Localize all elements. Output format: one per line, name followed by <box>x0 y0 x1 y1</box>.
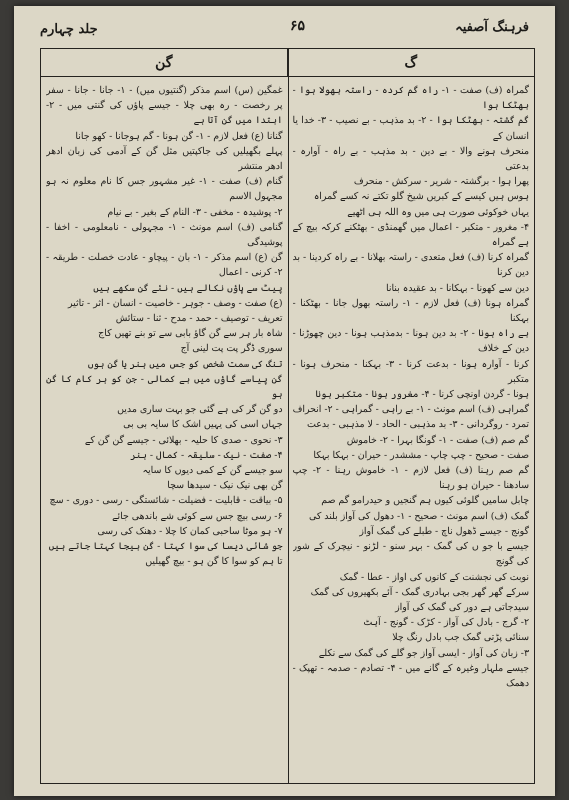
dictionary-title: فرہنگ آصفیہ <box>455 20 529 35</box>
running-header <box>40 16 529 42</box>
right-column-entry: گم صم رہنا (ف) فعل لازم - ۱- خاموش رہنا - ۲- چپ سادھنا - حیران ہو رہنا <box>292 465 529 492</box>
right-column-entry: سیدجاتی ہے دور کی گمک کی آواز <box>395 601 529 613</box>
left-column-entry: گن (ع) اسم مذکر - ۱- بان - پیچاو - عادت خصلت - طریقہ - ۲- کرنی - اعمال <box>46 252 283 279</box>
right-column-entry: بے راہ ہونا - ۲- بد دین ہونا - بدمذہب ہونا - دین چھوڑنا - دین کے خلاف <box>292 328 529 355</box>
right-column-entry: ۲- گرج - بادل کی آواز - کڑک - گونج - آہٹ <box>363 617 529 629</box>
right-column-entry: سرکے گھر گھر بجی بہادری گمک - آئے بکھیروں کی گمک <box>310 586 529 598</box>
page-frame <box>40 48 535 784</box>
right-column-entry: ۳- زبان کی آواز - ایسی آواز جو گلے کی گمک سے نکلے <box>318 647 529 659</box>
right-column-entry: گمک (ف) اسم مونث - صحیح - ۱- دھول کی آواز بلند کی <box>309 510 529 522</box>
left-column-entry: گنانا (ع) فعل لازم - ۱- گن ہونا - گم ہوجانا - کھو جانا <box>75 130 283 142</box>
right-column-heading: گ <box>288 49 535 77</box>
right-column-entry: یہاں خوکوئی صورت ہی میں وہ اللہ ہی اٹھیے <box>347 206 529 218</box>
left-column-entry: گنام (ف) صفت - ۱- غیر مشہور جس کا نام معلوم نہ ہو مجہول الاسم <box>46 176 283 203</box>
left-column-entry: گنامی (ف) اسم مونث - ۱- مجہولی - نامعلومی - اخفا - پوشیدگی <box>46 221 283 249</box>
left-column-entry: دو گن گر کی ہے گئی جو بہت ساری مدیں <box>117 404 283 416</box>
right-column-entry: سنائی پڑتی گمک جب بادل رنگ چلا <box>392 632 529 644</box>
left-column-entry: گن پیاسے گاؤں میں بے کمالی - جن کو ہر کام کا گن ہو <box>46 373 283 401</box>
left-column-entry: تنگ کی سمت شخص کو جس میں ہنر یا گن ہوں <box>87 358 283 370</box>
left-column-entry: ۵- بیاقت - قابلیت - فضیلت - شائستگی - رسی - دوری - سچ <box>49 495 283 507</box>
left-column-entry: سوری ڈگر پت پت لینی آج <box>180 343 283 355</box>
left-column-entry: جو شائی دیسا کی سوا کہتا - گن بیجا کہتا جاتے ہیں <box>48 541 283 553</box>
left-column-entry: ۲- پوشیدہ - مخفی - ۳- النام کے بغیر - بے نیام <box>107 206 283 218</box>
right-column-entry: نوبت کی نجشنت کے کانوں کی اواز - عطا - گمک <box>339 571 529 583</box>
column-divider <box>288 49 289 783</box>
right-column-entry: جیسے ملہار وغیرہ کے گانے میں - ۴- تصادم - صدمہ - تھپک - دھمک <box>292 662 529 689</box>
right-column-entry: گمراہ (ف) صفت - ۱- راہ گم کردہ - راستہ بھولا ہوا - بھٹکا ہوا <box>292 85 529 112</box>
right-column-text <box>293 83 530 777</box>
right-column-entry: گمراہ کرنا (ف) فعل متعدی - راستہ بھلانا - بے راہ کردینا - بد دین کرنا <box>292 252 529 279</box>
left-column-heading: گن <box>41 49 288 77</box>
right-column-entry: گم گشتہ - بھٹکا ہوا - ۲- بد مذہب - بے نصیب - ۳- خدا یا انسان کے <box>292 115 529 142</box>
left-column-entry: جہاں اسی کی یہیں اشک کا سایہ بی بی <box>123 419 283 431</box>
left-column-entry: پہلے بگھیلیں کی جاکپتیں مثل گن کے آدمی کی زبان ادھر ادھر منتشر <box>46 145 283 173</box>
page-number: ۶۵ <box>290 18 306 34</box>
volume-label: جلد چہارم <box>40 22 98 37</box>
right-column-entry: ہونا - گردن اونچی کرنا - ۴- مغرور ہونا - متکبر ہونا <box>315 389 529 401</box>
right-column-entry: چابل سامیں گلوئی کیوں ہم گنجیں و حیدرامو گم صم <box>321 495 529 507</box>
left-column-entry: گن بھی نیک نیک - سیدھا سچا <box>167 480 283 492</box>
right-column-entry: جیسے با جو ں کی گمک - بہر سنو - لڑنو - نیچرک کے شور کی گونج <box>292 541 529 568</box>
right-column-entry: گمراہی (ف) اسم مونث - ۱- بے راہی - گمراہی - ۲- انحراف <box>292 404 529 416</box>
right-column-entry: گمراہ ہونا (ف) فعل لازم - ۱- راستہ بھول جانا - بھٹکنا - بہکنا <box>292 297 529 325</box>
right-column-entry: گونج - جیسے ڈھول ناچ - طبلے کی گمک آواز <box>359 525 529 537</box>
left-column-entry: تا ہم کو سوا کا گن ہو - بیچ گھیلیں <box>145 556 283 568</box>
left-column-entry: پیٹ سے پاؤں نکالے ہیں - نئے گن سکھے ہیں <box>93 282 283 294</box>
right-column-entry: ۴- مغرور - متکبر - اعمال میں گھمنڈی - بھٹکنے کرکہ بیچ کے ہے گمراہ <box>292 221 529 249</box>
left-column-text <box>46 83 283 777</box>
left-column-entry: سو جیسے گن کے کمی دیوں کا سایہ <box>142 465 283 477</box>
right-column-entry: ہوس ہیں کیسے کے کبریں شیخ گلو تکتے نہ کسے گمراہ <box>313 191 529 203</box>
left-column-entry: غمگین (س) اسم مذکر (گنتیوں میں) - ۱- جانا - جانا - سفر پر رخصت - رہ بھی چلا - جیسے پاؤں کی گنتی میں - ۲- ابتدا میں گن آتا ہے <box>46 85 283 127</box>
left-column-entry: (ع) صفت - وصف - جوہر - خاصیت - انسان - اثر - تاثیر <box>68 297 283 309</box>
left-column-entry: ۳- نحوی - صدی کا حلیہ - بھلائی - جیسے گن گن کے <box>84 434 283 446</box>
left-column-entry: ۷- ہو موٹا ساحبی کمان کا چلا - دھنک کی رسی <box>97 525 283 537</box>
left-column-entry: ۶- رسی بیچ جس سے کوئی شے باندھی جائے <box>112 510 283 522</box>
right-column-entry: پھرا ہوا - برگشتہ - شریر - سرکش - منحرف <box>353 176 529 188</box>
right-column-entry: صفت - صحیح - چپ چاپ - مششدر - حیران - بہکا بہکا <box>313 449 529 461</box>
right-column-entry: تمرد - روگردانی - ۳- بد مذہبی - الحاد - لا مذہبی - بدعت <box>307 419 529 431</box>
right-column-entry: منحرف ہونے والا - بے دین - بد مذہب - بے راہ - آوارہ - بدعتی <box>292 145 529 173</box>
left-column-entry: شاہ بار ہر سے گن گاؤ بابی سے تو بنے تھیں کاج <box>98 328 283 340</box>
dictionary-page <box>14 6 555 796</box>
right-column-entry: کرنا - آوارہ ہونا - بدعت کرنا - ۳- بہکنا - منحرف ہونا - متکبر <box>292 358 529 385</box>
left-column-entry: ۴- صفت - نیک - سلیقہ - کمال - ہنر <box>130 449 283 461</box>
right-column-entry: دین سے کھونا - بہکانا - بد عقیدہ بنانا <box>385 282 529 294</box>
left-column-entry: تعریف - توصیف - حمد - مدح - ثنا - ستائش <box>115 313 283 325</box>
right-column-entry: گم صم (ف) صفت - ۱- گونگا بہرا - ۲- خاموش <box>346 434 529 446</box>
